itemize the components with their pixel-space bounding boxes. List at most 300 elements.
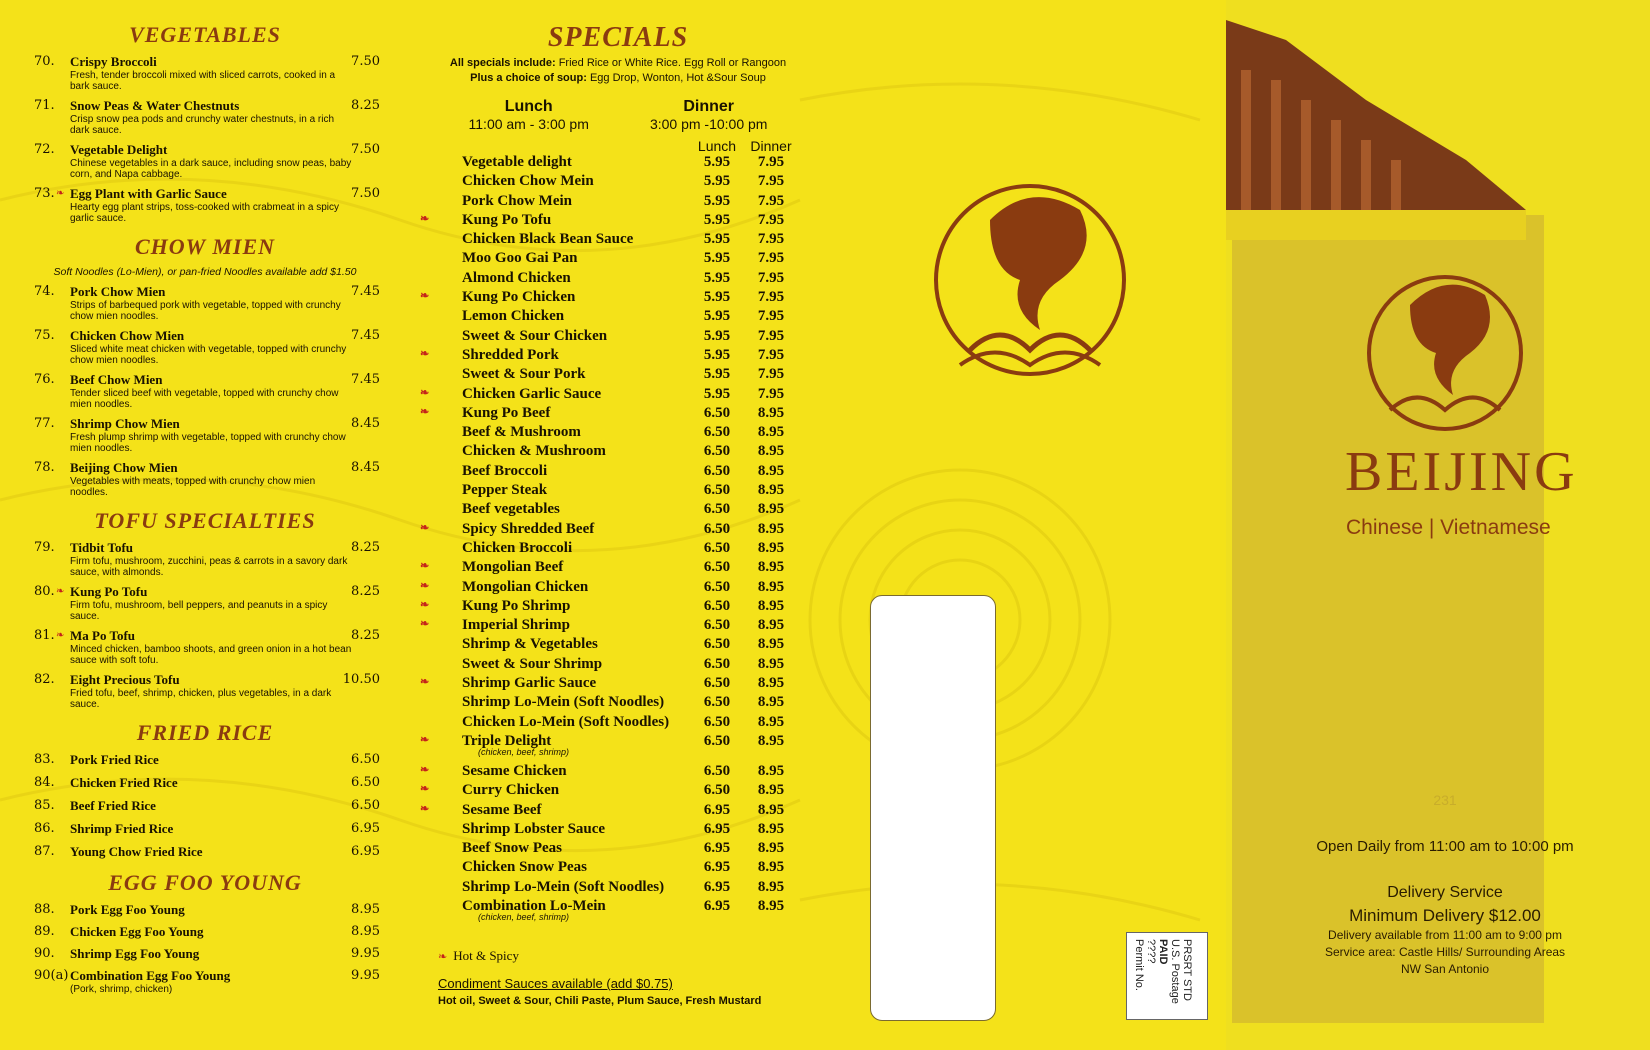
special-row — [438, 879, 798, 898]
special-lunch-price: 5.95 — [703, 250, 731, 267]
item-name: Beef Fried Rice — [70, 798, 156, 813]
special-row — [438, 463, 798, 482]
col-lunch-header: Lunch — [697, 138, 737, 154]
special-dinner-price: 8.95 — [757, 655, 785, 672]
menu-item — [30, 284, 380, 322]
hot-pepper-icon: ❧ — [420, 618, 430, 631]
special-row — [438, 193, 798, 212]
menu-item — [30, 902, 380, 918]
postage-text — [1133, 939, 1193, 1004]
menu-item — [30, 584, 380, 622]
left-menu-column — [30, 22, 380, 1001]
special-subtext: (chicken, beef, shrimp) — [478, 746, 570, 757]
special-dinner-price: 8.95 — [757, 694, 785, 711]
special-name: Shrimp Lo-Mein (Soft Noodles) — [462, 694, 665, 711]
special-row — [420, 801, 798, 821]
chowmien-note: Soft Noodles (Lo-Mien), or pan-fried Noodles available add $1.50 — [53, 266, 357, 278]
hot-pepper-icon: ❧ — [420, 521, 430, 534]
special-lunch-price: 5.95 — [703, 385, 731, 402]
special-name: Beef & Mushroom — [462, 424, 581, 441]
item-description: Fresh, tender broccoli mixed with sliced carrots, cooked in a bark sauce. — [70, 70, 336, 92]
special-lunch-price: 5.95 — [703, 366, 731, 383]
special-row — [420, 346, 798, 366]
menu-item — [30, 672, 380, 710]
special-name: Chicken Black Bean Sauce — [462, 231, 634, 248]
special-row — [438, 154, 798, 173]
hot-pepper-icon: ❧ — [420, 783, 430, 796]
special-row — [438, 231, 798, 250]
special-lunch-price: 6.50 — [703, 762, 731, 779]
special-name: Kung Po Shrimp — [462, 597, 571, 614]
special-row — [438, 859, 798, 878]
special-row — [438, 636, 798, 655]
item-name: Young Chow Fried Rice — [70, 844, 203, 859]
chowmien-list — [30, 284, 380, 498]
special-dinner-price: 7.95 — [757, 192, 785, 209]
specials-include — [438, 56, 798, 86]
special-dinner-price: 7.95 — [757, 211, 785, 228]
menu-item — [30, 416, 380, 454]
dinner-hours: 3:00 pm -10:00 pm — [649, 116, 768, 132]
hot-pepper-icon: ❧ — [420, 405, 430, 418]
special-name: Moo Goo Gai Pan — [462, 250, 578, 267]
special-name: Kung Po Chicken — [462, 289, 576, 306]
postage-line5: Permit No. — [1133, 939, 1145, 991]
menu-item — [30, 752, 380, 768]
menu-item — [30, 372, 380, 410]
special-name: Mongolian Beef — [462, 559, 564, 576]
special-row — [420, 289, 798, 308]
special-lunch-price: 6.50 — [703, 578, 731, 595]
special-lunch-price: 6.95 — [703, 897, 731, 914]
special-row — [438, 694, 798, 713]
item-number: 89. — [34, 924, 55, 939]
special-name: Pork Chow Mein — [462, 192, 572, 209]
special-row — [438, 328, 798, 347]
item-description: Minced chicken, bamboo shoots, and green onion in a hot bean sauce with soft tofu. — [70, 644, 352, 666]
special-lunch-price: 6.95 — [703, 840, 731, 857]
item-price: 7.50 — [351, 142, 380, 157]
special-lunch-price: 5.95 — [703, 308, 731, 325]
include-text: Fried Rice or White Rice. Egg Roll or Rangoon — [555, 57, 787, 69]
special-row — [420, 617, 798, 636]
item-name: Ma Po Tofu — [70, 628, 136, 643]
hot-pepper-icon: ❧ — [420, 579, 430, 592]
item-name: Snow Peas & Water Chestnuts — [70, 98, 240, 113]
special-dinner-price: 7.95 — [757, 154, 785, 170]
item-price: 8.25 — [351, 540, 380, 555]
special-lunch-price: 6.50 — [703, 617, 731, 634]
spicy-legend — [438, 948, 798, 964]
hot-pepper-icon: ❧ — [420, 802, 430, 815]
postage-stamp — [1126, 932, 1208, 1020]
special-lunch-price: 6.50 — [703, 443, 731, 460]
lunch-hours: 11:00 am - 3:00 pm — [468, 116, 589, 132]
specials-title: SPECIALS — [547, 22, 689, 53]
special-subtext: (chicken, beef, shrimp) — [478, 911, 570, 922]
special-name: Almond Chicken — [462, 269, 571, 286]
special-dinner-price: 8.95 — [757, 801, 785, 818]
item-price: 8.25 — [351, 584, 380, 599]
special-dinner-price: 8.95 — [757, 424, 785, 441]
item-price: 8.25 — [351, 628, 380, 643]
item-name: Kung Po Tofu — [70, 584, 148, 599]
special-dinner-price: 7.95 — [757, 250, 785, 267]
item-price: 9.95 — [351, 968, 380, 983]
cuisine-subtitle: Chinese | Vietnamese — [1346, 516, 1551, 539]
item-number: 71. — [34, 98, 55, 113]
item-name: Crispy Broccoli — [70, 54, 157, 69]
menu-item — [30, 460, 380, 498]
menu-item — [30, 328, 380, 366]
special-name: Chicken & Mushroom — [462, 443, 606, 460]
special-name: Imperial Shrimp — [462, 617, 570, 634]
item-number: 74. — [34, 284, 55, 299]
special-dinner-price: 8.95 — [757, 878, 785, 895]
postage-line3: PAID — [1157, 939, 1169, 965]
special-lunch-price: 6.50 — [703, 713, 731, 730]
special-dinner-price: 8.95 — [757, 404, 785, 421]
special-row — [420, 762, 798, 782]
eggfoo-title: EGG FOO YOUNG — [108, 870, 302, 895]
special-row — [420, 675, 798, 694]
special-dinner-price: 8.95 — [757, 713, 785, 730]
special-row — [438, 424, 798, 443]
special-name: Shrimp Lobster Sauce — [462, 820, 606, 837]
special-row — [438, 714, 798, 733]
special-dinner-price: 8.95 — [757, 520, 785, 537]
special-dinner-price: 7.95 — [757, 366, 785, 383]
special-name: Shrimp & Vegetables — [462, 636, 598, 653]
special-lunch-price: 6.50 — [703, 424, 731, 441]
tofu-list — [30, 540, 380, 710]
menu-item — [30, 946, 380, 962]
item-description: Vegetables with meats, topped with crunchy chow mien noodles. — [70, 476, 316, 498]
special-row — [420, 520, 798, 540]
item-price: 8.95 — [351, 902, 380, 917]
special-dinner-price: 8.95 — [757, 762, 785, 779]
special-name: Beef Snow Peas — [462, 840, 562, 857]
special-name: Chicken Garlic Sauce — [462, 385, 602, 402]
special-lunch-price: 5.95 — [703, 154, 731, 170]
special-dinner-price: 8.95 — [757, 636, 785, 653]
condiment-list: Hot oil, Sweet & Sour, Chili Paste, Plum Sauce, Fresh Mustard — [438, 994, 762, 1007]
lunch-label: Lunch — [504, 98, 553, 115]
special-name: Vegetable delight — [462, 154, 572, 170]
special-lunch-price: 6.50 — [703, 539, 731, 556]
special-dinner-price: 8.95 — [757, 617, 785, 634]
item-price: 7.45 — [351, 372, 380, 387]
item-name: Pork Chow Mien — [70, 284, 166, 299]
soup-text: Egg Drop, Wonton, Hot &Sour Soup — [586, 72, 766, 84]
menu-item — [30, 142, 380, 180]
menu-item — [30, 540, 380, 578]
hot-pepper-icon: ❧ — [420, 676, 430, 689]
item-name: Chicken Fried Rice — [70, 775, 178, 790]
legend-text: Hot & Spicy — [453, 947, 519, 963]
special-dinner-price: 8.95 — [757, 443, 785, 460]
tofu-title: TOFU SPECIALTIES — [94, 508, 316, 533]
item-price: 6.50 — [351, 752, 380, 767]
special-name: Beef Broccoli — [462, 462, 548, 479]
vegetables-list — [30, 54, 380, 224]
open-hours: Open Daily from 11:00 am to 10:00 pm — [1316, 838, 1574, 855]
item-name: Shrimp Chow Mien — [70, 416, 180, 431]
item-number: 76. — [34, 372, 55, 387]
menu-item — [30, 54, 380, 92]
specials-column — [420, 22, 798, 1007]
hot-pepper-icon: ❧ — [420, 290, 430, 303]
koi-fish-emblem-small — [1360, 255, 1530, 435]
special-lunch-price: 6.50 — [703, 462, 731, 479]
special-dinner-price: 8.95 — [757, 840, 785, 857]
item-price: 8.95 — [351, 924, 380, 939]
item-price: 6.50 — [351, 775, 380, 790]
special-row — [420, 597, 798, 617]
item-price: 7.50 — [351, 54, 380, 69]
delivery-title: Delivery Service — [1387, 884, 1503, 901]
special-row — [438, 482, 798, 501]
hot-pepper-icon: ❧ — [56, 586, 65, 597]
special-row — [438, 270, 798, 289]
special-dinner-price: 8.95 — [757, 501, 785, 518]
special-lunch-price: 6.50 — [703, 559, 731, 576]
menu-item — [30, 186, 380, 224]
item-number: 77. — [34, 416, 55, 431]
postage-line2: U.S. Postage — [1169, 939, 1181, 1004]
specials-list — [420, 154, 798, 928]
item-name: Combination Egg Foo Young — [70, 968, 231, 983]
special-dinner-price: 8.95 — [757, 482, 785, 499]
item-description: Chinese vegetables in a dark sauce, including snow peas, baby corn, and Napa cabbage. — [70, 158, 352, 180]
special-dinner-price: 8.95 — [757, 539, 785, 556]
friedrice-list — [30, 752, 380, 860]
special-dinner-price: 8.95 — [757, 597, 785, 614]
special-dinner-price: 7.95 — [757, 346, 785, 363]
hot-pepper-icon: ❧ — [420, 560, 430, 573]
item-number: 75. — [34, 328, 55, 343]
restaurant-name: BEIJING — [1345, 441, 1578, 503]
item-name: Beijing Chow Mien — [70, 460, 178, 475]
special-dinner-price: 7.95 — [757, 269, 785, 286]
item-number: 84. — [34, 775, 55, 790]
specials-times — [438, 98, 798, 132]
special-dinner-price: 8.95 — [757, 675, 785, 692]
special-lunch-price: 6.50 — [703, 655, 731, 672]
hot-pepper-icon: ❧ — [56, 630, 65, 641]
item-number: 85. — [34, 798, 55, 813]
special-dinner-price: 8.95 — [757, 782, 785, 799]
special-name: Sweet & Sour Shrimp — [462, 655, 603, 672]
special-name: Combination Lo-Mein — [462, 897, 606, 914]
special-dinner-price: 7.95 — [757, 289, 785, 306]
item-description: Strips of barbequed pork with vegetable, topped with crunchy chow mien noodles. — [70, 300, 341, 322]
item-description: Sliced white meat chicken with vegetable, topped with crunchy chow mien noodles. — [70, 344, 347, 366]
item-name: Beef Chow Mien — [70, 372, 163, 387]
special-lunch-price: 6.50 — [703, 694, 731, 711]
dinner-label: Dinner — [683, 98, 735, 115]
special-lunch-price: 5.95 — [703, 173, 731, 190]
item-name: Tidbit Tofu — [70, 540, 134, 555]
item-description: Firm tofu, mushroom, zucchini, peas & carrots in a savory dark sauce, with almonds. — [70, 556, 348, 578]
special-lunch-price: 6.95 — [703, 859, 731, 876]
special-dinner-price: 8.95 — [757, 462, 785, 479]
special-row — [438, 366, 798, 385]
special-name: Curry Chicken — [462, 782, 560, 799]
item-number: 72. — [34, 142, 55, 157]
item-price: 9.95 — [351, 946, 380, 961]
special-name: Beef vegetables — [462, 501, 560, 518]
special-row — [420, 578, 798, 598]
special-row — [438, 821, 798, 840]
item-number: 90. — [34, 946, 55, 961]
item-description: Tender sliced beef with vegetable, topped with crunchy chow mien noodles. — [70, 388, 339, 410]
special-row — [438, 308, 798, 327]
item-number: 86. — [34, 821, 55, 836]
item-name: Pork Fried Rice — [70, 752, 159, 767]
item-number: 79. — [34, 540, 55, 555]
special-name: Chicken Snow Peas — [462, 859, 588, 876]
item-description: Fried tofu, beef, shrimp, chicken, plus vegetables, in a dark sauce. — [70, 688, 332, 710]
item-price: 7.45 — [351, 328, 380, 343]
item-name: Vegetable Delight — [70, 142, 168, 157]
special-row — [438, 250, 798, 269]
special-dinner-price: 7.95 — [757, 385, 785, 402]
special-name: Chicken Chow Mein — [462, 173, 594, 190]
special-dinner-price: 7.95 — [757, 327, 785, 344]
special-name: Shredded Pork — [462, 346, 559, 363]
special-name: Shrimp Garlic Sauce — [462, 675, 597, 692]
service-area-city: NW San Antonio — [1400, 962, 1490, 976]
item-description: Firm tofu, mushroom, bell peppers, and peanuts in a spicy sauce. — [70, 600, 328, 622]
postage-line1: PRSRT STD — [1181, 939, 1193, 1001]
hot-pepper-icon: ❧ — [420, 212, 430, 225]
special-dinner-price: 8.95 — [757, 559, 785, 576]
special-row — [438, 840, 798, 859]
pagoda-roof-image — [1226, 10, 1526, 240]
item-number: 81. — [34, 628, 55, 643]
menu-item — [30, 844, 380, 860]
item-number: 90(a) — [34, 968, 69, 983]
friedrice-title: FRIED RICE — [136, 720, 274, 745]
item-description: Fresh plump shrimp with vegetable, topped with crunchy chow mien noodles. — [70, 432, 346, 454]
hot-pepper-icon: ❧ — [420, 598, 430, 611]
hot-pepper-icon: ❧ — [420, 733, 430, 746]
special-row — [438, 540, 798, 559]
special-lunch-price: 5.95 — [703, 269, 731, 286]
special-dinner-price: 8.95 — [757, 897, 785, 914]
special-row — [438, 443, 798, 462]
item-number: 70. — [34, 54, 55, 69]
item-price: 8.45 — [351, 460, 380, 475]
address-window — [870, 595, 996, 1021]
chowmien-title: CHOW MIEN — [134, 234, 276, 259]
menu-item — [30, 628, 380, 666]
item-price: 7.45 — [351, 284, 380, 299]
hot-pepper-icon: ❧ — [420, 347, 430, 360]
item-number: 87. — [34, 844, 55, 859]
special-lunch-price: 5.95 — [703, 289, 731, 306]
special-lunch-price: 5.95 — [703, 211, 731, 228]
soup-label: Plus a choice of soup: — [470, 72, 587, 84]
special-name: Spicy Shredded Beef — [462, 520, 595, 537]
item-price: 8.45 — [351, 416, 380, 431]
item-name: Shrimp Egg Foo Young — [70, 946, 200, 961]
item-description: (Pork, shrimp, chicken) — [70, 984, 173, 995]
koi-fish-emblem — [930, 160, 1130, 380]
special-lunch-price: 6.50 — [703, 732, 731, 749]
vegetables-title: VEGETABLES — [129, 22, 281, 47]
special-row — [420, 732, 798, 763]
specials-column-headers — [438, 138, 798, 154]
menu-item — [30, 968, 380, 995]
item-description: Crisp snow pea pods and crunchy water chestnuts, in a rich dark sauce. — [70, 114, 335, 136]
item-name: Shrimp Fried Rice — [70, 821, 174, 836]
special-lunch-price: 6.50 — [703, 636, 731, 653]
special-name: Sweet & Sour Chicken — [462, 327, 608, 344]
special-name: Kung Po Tofu — [462, 211, 552, 228]
special-row — [420, 782, 798, 801]
special-name: Mongolian Chicken — [462, 578, 589, 595]
menu-item — [30, 775, 380, 791]
item-name: Eight Precious Tofu — [70, 672, 180, 687]
delivery-minimum: Minimum Delivery $12.00 — [1349, 906, 1541, 925]
special-row — [420, 404, 798, 424]
menu-item — [30, 821, 380, 837]
menu-item — [30, 924, 380, 940]
special-row — [420, 559, 798, 578]
service-area: Service area: Castle Hills/ Surrounding Areas — [1324, 945, 1566, 959]
hot-pepper-icon: ❧ — [438, 950, 448, 963]
special-lunch-price: 6.95 — [703, 878, 731, 895]
special-lunch-price: 6.95 — [703, 801, 731, 818]
special-name: Sesame Beef — [462, 801, 542, 818]
special-dinner-price: 8.95 — [757, 859, 785, 876]
special-row — [420, 385, 798, 405]
item-description: Hearty egg plant strips, toss-cooked with crabmeat in a spicy garlic sauce. — [70, 202, 340, 224]
special-name: Kung Po Beef — [462, 404, 551, 421]
special-name: Triple Delight — [462, 732, 552, 749]
special-lunch-price: 6.50 — [703, 501, 731, 518]
item-number: 80. — [34, 584, 55, 599]
special-lunch-price: 5.95 — [703, 327, 731, 344]
special-lunch-price: 6.50 — [703, 597, 731, 614]
special-name: Shrimp Lo-Mein (Soft Noodles) — [462, 878, 665, 895]
special-dinner-price: 7.95 — [757, 231, 785, 248]
special-row — [438, 173, 798, 192]
special-lunch-price: 6.50 — [703, 404, 731, 421]
item-number: 82. — [34, 672, 55, 687]
item-price: 10.50 — [342, 672, 380, 687]
item-number: 78. — [34, 460, 55, 475]
delivery-hours: Delivery available from 11:00 am to 9:00 pm — [1328, 928, 1562, 942]
special-name: Chicken Broccoli — [462, 539, 573, 556]
item-name: Chicken Chow Mien — [70, 328, 185, 343]
special-dinner-price: 7.95 — [757, 173, 785, 190]
condiment-title: Condiment Sauces available (add $0.75) — [438, 975, 673, 991]
special-dinner-price: 8.95 — [757, 820, 785, 837]
special-lunch-price: 6.50 — [703, 520, 731, 537]
hot-pepper-icon: ❧ — [420, 386, 430, 399]
special-row — [438, 898, 798, 928]
special-name: Sweet & Sour Pork — [462, 366, 586, 383]
special-dinner-price: 7.95 — [757, 308, 785, 325]
col-dinner-header: Dinner — [750, 138, 792, 154]
special-lunch-price: 5.95 — [703, 346, 731, 363]
special-name: Lemon Chicken — [462, 308, 565, 325]
eggfoo-list — [30, 902, 380, 995]
hot-pepper-icon: ❧ — [56, 188, 65, 199]
